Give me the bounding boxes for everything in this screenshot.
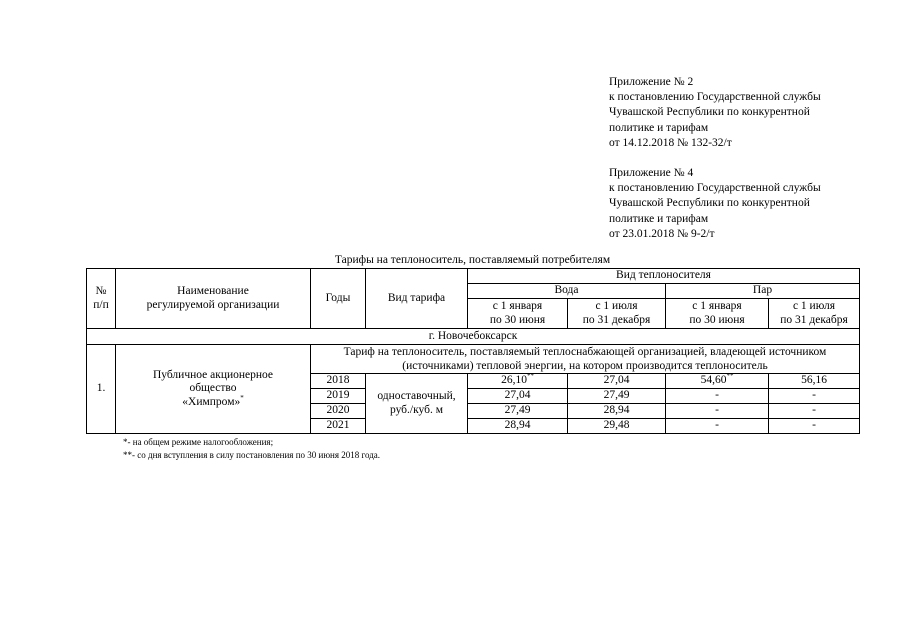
tariff-type-line: руб./куб. м <box>389 403 444 416</box>
appendix-block-2 <box>609 166 821 242</box>
year-cell: 2021 <box>311 419 366 434</box>
steam-first-half-cell <box>666 374 769 389</box>
organization-name <box>116 345 311 434</box>
header-text: по 31 декабря <box>780 313 848 326</box>
water-first-half-cell: 28,94 <box>468 419 568 434</box>
appendix-line: политике и тарифам <box>609 212 709 225</box>
steam-first-half-cell: - <box>666 389 769 404</box>
water-first-half-cell: 27,49 <box>468 404 568 419</box>
steam-first-half-cell: - <box>666 404 769 419</box>
water-first-half-cell <box>468 374 568 389</box>
year-cell: 2018 <box>311 374 366 389</box>
appendix-line: от 23.01.2018 № 9-2/т <box>609 227 715 240</box>
footnote-mark: ** <box>526 373 534 381</box>
header-text: с 1 января <box>692 300 742 312</box>
header-period <box>769 299 860 329</box>
year-cell: 2019 <box>311 389 366 404</box>
appendix-line: Приложение № 2 <box>609 76 694 88</box>
header-text: с 1 июля <box>792 300 836 312</box>
header-text: по 30 июня <box>489 313 546 326</box>
header-water: Вода <box>468 284 666 299</box>
appendix-line: от 14.12.2018 № 132-32/т <box>609 136 732 149</box>
value: 26,10 <box>501 374 527 387</box>
org-name-line: общество <box>189 382 237 395</box>
steam-second-half-cell: 56,16 <box>769 374 860 389</box>
header-text: с 1 января <box>492 300 543 312</box>
tariff-type-line: одноставочный, <box>377 390 456 402</box>
city-name: г. Новочебоксарск <box>87 329 860 345</box>
appendix-line: Чувашской Республики по конкурентной <box>609 197 810 210</box>
appendix-line: к постановлению Государственной службы <box>609 91 821 104</box>
tariff-type-cell <box>366 374 468 434</box>
header-text: № <box>95 285 107 297</box>
header-steam: Пар <box>666 284 860 299</box>
header-period <box>568 299 666 329</box>
steam-second-half-cell: - <box>769 389 860 404</box>
header-text: регулируемой организации <box>146 298 280 311</box>
header-tariff-type: Вид тарифа <box>366 269 468 329</box>
appendix-block-1 <box>609 75 821 151</box>
header-text: Наименование <box>177 285 249 297</box>
footnote: *- на общем режиме налогообложения; <box>123 437 274 447</box>
org-name-line: Публичное акционерное <box>152 368 274 381</box>
header-period <box>666 299 769 329</box>
header-text: п/п <box>93 298 109 311</box>
footnote-mark: * <box>240 393 244 402</box>
tariff-table <box>86 268 860 434</box>
table-title: Тарифы на теплоноситель, поставляемый потребителям <box>334 254 611 266</box>
steam-second-half-cell: - <box>769 404 860 419</box>
steam-second-half-cell: - <box>769 419 860 434</box>
header-number <box>87 269 116 329</box>
appendix-line: Приложение № 4 <box>609 167 694 179</box>
water-second-half-cell: 27,49 <box>568 389 666 404</box>
header-row-1 <box>87 269 860 284</box>
description-row <box>87 345 860 374</box>
header-period <box>468 299 568 329</box>
city-row <box>87 329 860 345</box>
footnotes <box>123 436 380 462</box>
header-carrier-type: Вид теплоносителя <box>468 269 860 284</box>
org-name-line: «Химпром» <box>182 395 241 408</box>
appendix-line: Чувашской Республики по конкурентной <box>609 106 810 119</box>
tariff-description: Тариф на теплоноситель, поставляемый теплоснабжающей организацией, владеющей источником (источниками) тепловой энергии, на котором производится теплоноситель <box>311 345 860 374</box>
appendix-line: политике и тарифам <box>609 121 709 134</box>
header-text: по 31 декабря <box>582 313 651 326</box>
value: 54,60 <box>700 374 727 387</box>
header-text: с 1 июля <box>595 300 638 312</box>
footnote: **- со дня вступления в силу постановления по 30 июня 2018 года. <box>123 450 381 460</box>
appendix-line: к постановлению Государственной службы <box>609 182 821 195</box>
row-number: 1. <box>87 345 116 434</box>
water-second-half-cell: 27,04 <box>568 374 666 389</box>
water-second-half-cell: 28,94 <box>568 404 666 419</box>
header-text: по 30 июня <box>689 313 745 326</box>
header-organization <box>116 269 311 329</box>
steam-first-half-cell: - <box>666 419 769 434</box>
water-first-half-cell: 27,04 <box>468 389 568 404</box>
header-years: Годы <box>311 269 366 329</box>
water-second-half-cell: 29,48 <box>568 419 666 434</box>
footnote-mark: ** <box>726 373 734 381</box>
year-cell: 2020 <box>311 404 366 419</box>
